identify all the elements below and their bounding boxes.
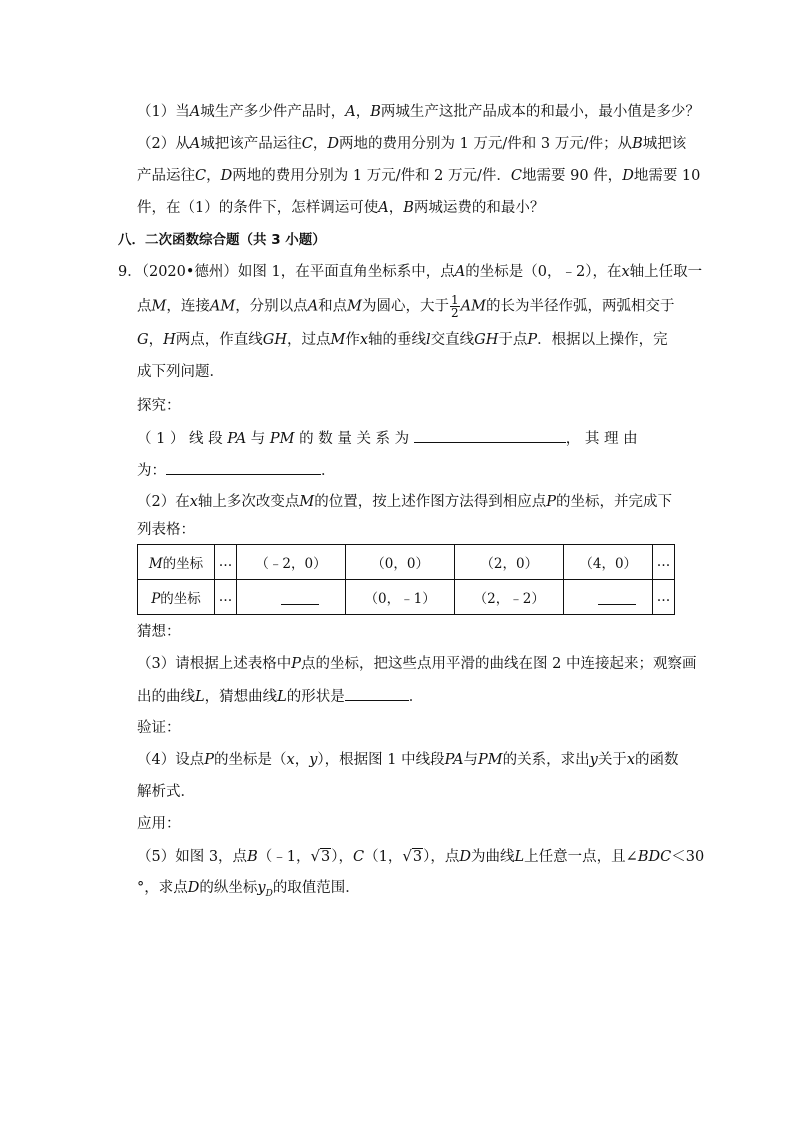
table-cell-blank[interactable] [236, 580, 345, 615]
sqrt-three: √3 [402, 847, 423, 865]
answer-blank-shape[interactable] [345, 686, 409, 701]
answer-blank-relationship[interactable] [414, 428, 566, 443]
problem9-line1: 9．（2020•德州）如图 1，在平面直角坐标系中，点A的坐标是（0，﹣2），在x轴上任取一 [118, 264, 703, 280]
table-cell: … [215, 545, 237, 580]
row-label-p: P的坐标 [138, 580, 215, 615]
problem9-line3: G，H两点，作直线GH，过点M作x轴的垂线l交直线GH于点P．根据以上操作，完 [137, 332, 668, 348]
table-cell: （0，0） [346, 545, 455, 580]
row-label-m: M的坐标 [138, 545, 215, 580]
table-cell: … [215, 580, 237, 615]
answer-blank-reason[interactable] [166, 460, 321, 475]
table-cell: （2，﹣2） [455, 580, 564, 615]
table-cell: （﹣2，0） [236, 545, 345, 580]
q2-line3: 件，在（1）的条件下，怎样调运可使A，B两城运费的和最小？ [137, 200, 545, 216]
fraction-one-half: $\frac{1}{2}$ [451, 293, 459, 320]
sqrt-three: √3 [310, 847, 331, 865]
table-cell: （4，0） [564, 545, 653, 580]
table-cell: … [653, 580, 675, 615]
answer-blank-p1[interactable] [281, 594, 319, 605]
explore-label: 探究： [137, 398, 181, 414]
part2-line1: （2）在x轴上多次改变点M的位置，按上述作图方法得到相应点P的坐标，并完成下 [137, 494, 673, 510]
table-cell: … [653, 545, 675, 580]
table-cell: （2，0） [455, 545, 564, 580]
verify-label: 验证： [137, 720, 181, 736]
guess-label: 猜想： [137, 624, 181, 640]
part4-line2: 解析式． [137, 784, 195, 800]
part2-line2: 列表格： [137, 522, 195, 538]
table-row-p [138, 580, 675, 615]
part5-line1: （5）如图 3，点B（﹣1，√3），C（1，√3），点D为曲线L上任意一点，且∠BDC＜30 [137, 847, 705, 865]
q2-line1: （2）从A城把该产品运往C，D两地的费用分别为 1 万元/件和 3 万元/件；从B城把该 [137, 136, 687, 152]
table-cell: （0，﹣1） [346, 580, 455, 615]
table-row-m [138, 545, 675, 580]
part4-line1: （4）设点P的坐标是（x，y），根据图 1 中线段PA与PM的关系，求出y关于x的函数 [137, 752, 679, 768]
section-heading: 八．二次函数综合题（共 3 小题） [118, 232, 326, 248]
part5-line2: °，求点D的纵坐标$y_D$的取值范围． [137, 880, 360, 899]
part1-line2: 为： ． [137, 460, 336, 481]
coordinates-table [137, 544, 675, 615]
table-cell-blank[interactable] [564, 580, 653, 615]
apply-label: 应用： [137, 816, 181, 832]
problem9-line2: 点M，连接AM，分别以点A和点M为圆心，大于 $\frac{1}{2}$ AM的长为半径作弧，两弧相交于 [137, 293, 675, 320]
q2-line2: 产品运往C，D两地的费用分别为 1 万元/件和 2 万元/件．C地需要 90 件，D地需要 10 [137, 168, 701, 184]
answer-blank-p2[interactable] [598, 594, 636, 605]
part1-line1: （ 1 ） 线 段 PA 与 PM 的 数 量 关 系 为 ， 其 理 由 [137, 428, 638, 449]
part3-line2: 出的曲线L，猜想曲线L的形状是 ． [137, 686, 423, 707]
q1-text: （1）当A城生产多少件产品时，A，B两城生产这批产品成本的和最小，最小值是多少？ [137, 104, 700, 120]
problem9-line4: 成下列问题． [137, 364, 224, 380]
part3-line1: （3）请根据上述表格中P点的坐标，把这些点用平滑的曲线在图 2 中连接起来；观察画 [137, 656, 697, 672]
